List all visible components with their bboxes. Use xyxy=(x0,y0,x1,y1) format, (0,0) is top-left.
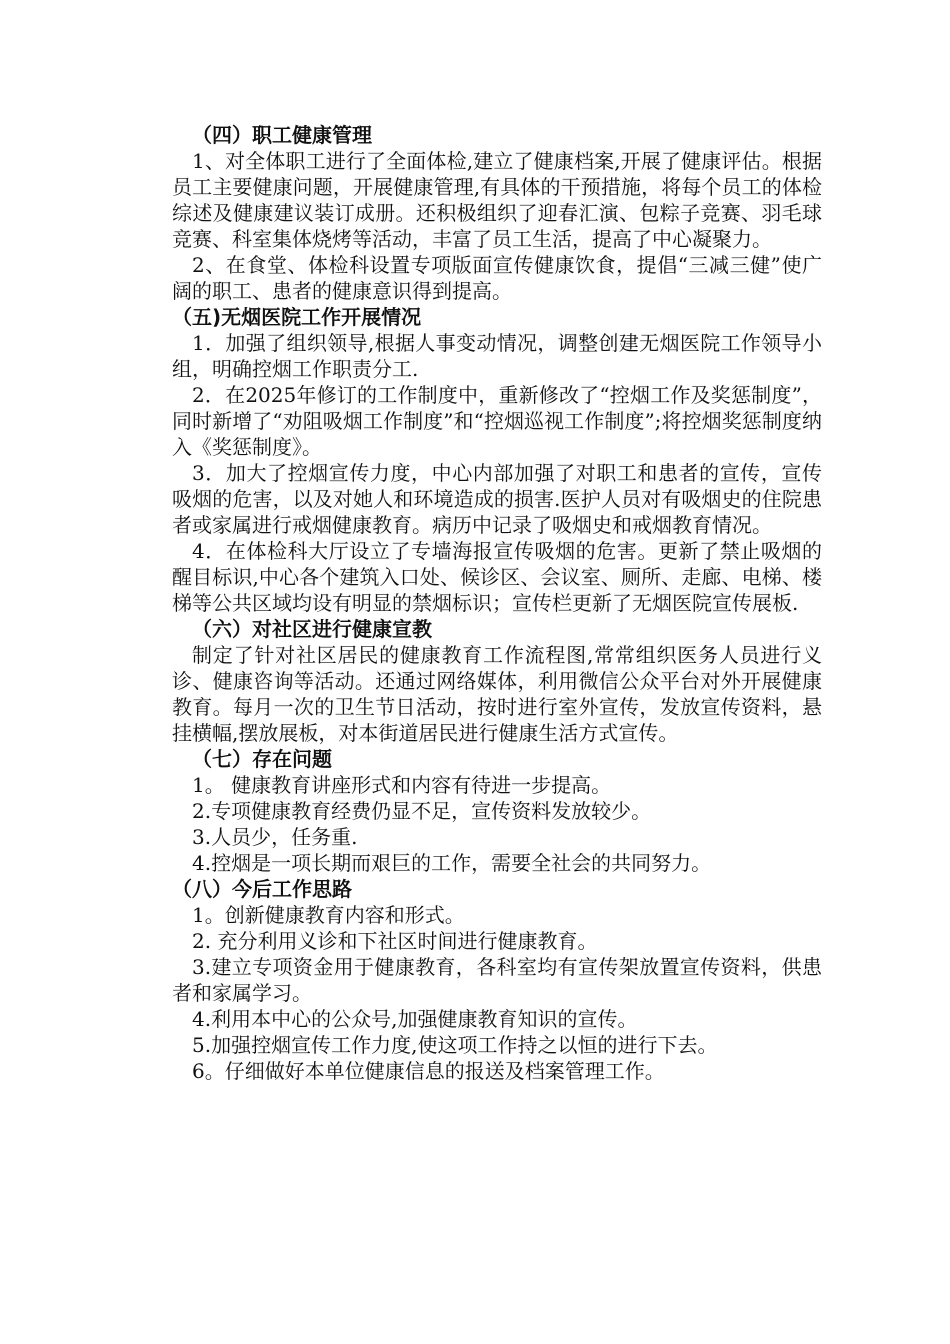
paragraph: 3．加大了控烟宣传力度，中心内部加强了对职工和患者的宣传，宣传吸烟的危害，以及对她人和环境造成的损害.医护人员对有吸烟史的住院患者或家属进行戒烟健康教育。病历中记录了吸烟史和戒烟教育情况。 xyxy=(172,461,822,537)
list-item: 3.人员少，任务重. xyxy=(192,825,358,849)
paragraph: 2、在食堂、体检科设置专项版面宣传健康饮食，提倡“三减三健”使广阔的职工、患者的健康意识得到提高。 xyxy=(172,253,822,303)
list-item: 4.利用本中心的公众号,加强健康教育知识的宣传。 xyxy=(192,1007,638,1031)
section-heading-8: （八）今后工作思路 xyxy=(172,877,352,901)
list-item: 6。仔细做好本单位健康信息的报送及档案管理工作。 xyxy=(192,1059,665,1083)
paragraph: 4．在体检科大厅设立了专墙海报宣传吸烟的危害。更新了禁止吸烟的醒目标识,中心各个建筑入口处、候诊区、会议室、厕所、走廊、电梯、楼梯等公共区域均设有明显的禁烟标识；宣传栏更新了无烟医院宣传展板. xyxy=(172,539,822,615)
paragraph: 1、对全体职工进行了全面体检,建立了健康档案,开展了健康评估。根据员工主要健康问题，开展健康管理,有具体的干预措施，将每个员工的体检综述及健康建议装订成册。还积极组织了迎春汇演、包粽子竞赛、羽毛球竞赛、科室集体烧烤等活动，丰富了员工生活，提高了中心凝聚力。 xyxy=(172,149,822,251)
list-item: 2.专项健康教育经费仍显不足，宣传资料发放较少。 xyxy=(192,799,652,823)
list-item: 4.控烟是一项长期而艰巨的工作，需要全社会的共同努力。 xyxy=(192,851,712,875)
section-heading-6: （六）对社区进行健康宣教 xyxy=(192,617,432,641)
paragraph: 制定了针对社区居民的健康教育工作流程图,常常组织医务人员进行义诊、健康咨询等活动。还通过网络媒体，利用微信公众平台对外开展健康教育。每月一次的卫生节日活动，按时进行室外宣传，发放宣传资料，悬挂横幅,摆放展板，对本街道居民进行健康生活方式宣传。 xyxy=(172,643,822,745)
paragraph: 3.建立专项资金用于健康教育，各科室均有宣传架放置宣传资料，供患者和家属学习。 xyxy=(172,955,822,1005)
paragraph: 1．加强了组织领导,根据人事变动情况，调整创建无烟医院工作领导小组，明确控烟工作职责分工. xyxy=(172,331,822,381)
section-heading-4: （四）职工健康管理 xyxy=(192,123,372,147)
section-heading-5: （五)无烟医院工作开展情况 xyxy=(172,305,422,329)
list-item: 1。 健康教育讲座形式和内容有待进一步提高。 xyxy=(192,773,612,797)
document-body xyxy=(172,122,822,1084)
list-item: 2. 充分利用义诊和下社区时间进行健康教育。 xyxy=(192,929,598,953)
list-item: 5.加强控烟宣传工作力度,使这项工作持之以恒的进行下去。 xyxy=(192,1033,718,1057)
section-heading-7: （七）存在问题 xyxy=(192,747,332,771)
paragraph: 2．在2025年修订的工作制度中，重新修改了“控烟工作及奖惩制度”，同时新增了“劝阻吸烟工作制度”和“控烟巡视工作制度”;将控烟奖惩制度纳入《奖惩制度》。 xyxy=(172,383,822,459)
list-item: 1。创新健康教育内容和形式。 xyxy=(192,903,465,927)
